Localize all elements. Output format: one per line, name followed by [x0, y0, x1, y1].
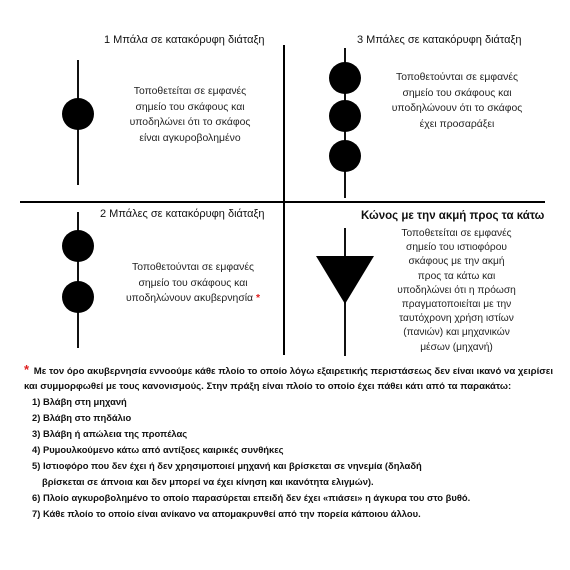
- list-item: 4) Ρυμουλκούμενο κάτω από αντίξοες καιρικές συνθήκες: [32, 444, 284, 455]
- ball-shape: [62, 281, 94, 313]
- panel-title-two-balls: 2 Μπάλες σε κατακόρυφη διάταξη: [100, 208, 265, 220]
- cone-shape: [316, 256, 374, 306]
- panel-description-three-balls: Τοποθετούνται σε εμφανές σημείο του σκάφους και υποδηλώνουν ότι το σκάφος έχει προσαράξει: [391, 72, 523, 130]
- asterisk-mark: *: [24, 362, 30, 377]
- panel-title-cone: Κώνος με την ακμή προς τα κάτω: [361, 210, 545, 222]
- causes-list: [32, 394, 552, 522]
- ball-shape: [329, 100, 361, 132]
- horizontal-divider: [20, 201, 545, 203]
- list-item: 3) Βλάβη ή απώλεια της προπέλας: [32, 428, 188, 439]
- list-item: 1) Βλάβη στη μηχανή: [32, 396, 127, 407]
- list-item: 2) Βλάβη στο πηδάλιο: [32, 412, 132, 423]
- panel-title-three-balls: 3 Μπάλες σε κατακόρυφη διάταξη: [357, 34, 522, 46]
- list-item: 6) Πλοίο αγκυροβολημένο το οποίο παρασύρεται επειδή δεν έχει «πιάσει» η άγκυρα του στο βυθό.: [32, 492, 471, 503]
- panel-description-cone: Τοποθετείται σε εμφανές σημείο του ιστιοφόρου σκάφους με την ακμή προς τα κάτω και υποδηλώνει ότι η πρόωση πραγματοποιείται με την ταυτόχρονη χρήση ιστίων (πανιών) και μηχανικών μέσων (μηχανή): [397, 228, 516, 353]
- ball-shape: [329, 140, 361, 172]
- ball-shape: [329, 62, 361, 94]
- panel-description-one-ball: Τοποθετείται σε εμφανές σημείο του σκάφους και υποδηλώνει ότι το σκάφος είναι αγκυροβολημένο: [129, 86, 251, 144]
- footnote-text: Με τον όρο ακυβερνησία εννοούμε κάθε πλοίο το οποίο λόγω εξαιρετικής περιστάσεως δεν είναι ικανό να χειρίσει και συμμορφωθεί με τους κανονισμούς. Στην πράξη είναι πλοίο το οποίο έχει πάθει κάτι από τα παρακάτω:: [24, 366, 554, 392]
- vertical-divider: [283, 45, 285, 355]
- ball-shape: [62, 98, 94, 130]
- panel-title-one-ball: 1 Μπάλα σε κατακόρυφη διάταξη: [104, 34, 265, 46]
- list-item: 5) Ιστιοφόρο που δεν έχει ή δεν χρησιμοποιεί μηχανή και βρίσκεται σε νηνεμία (δηλαδή βρίσκεται σε άπνοια και δεν μπορεί να έχει κίνηση και ικανότητα ελιγμών).: [32, 460, 422, 487]
- panel-description-two-balls: Τοποθετούνται σε εμφανές σημείο του σκάφους και υποδηλώνουν ακυβερνησία *: [126, 262, 260, 304]
- list-item: 7) Κάθε πλοίο το οποίο είναι ανίκανο να απομακρυνθεί από την πορεία κάποιου άλλου.: [32, 508, 421, 519]
- asterisk-mark: *: [255, 293, 260, 304]
- footnote: [24, 363, 554, 394]
- ball-shape: [62, 230, 94, 262]
